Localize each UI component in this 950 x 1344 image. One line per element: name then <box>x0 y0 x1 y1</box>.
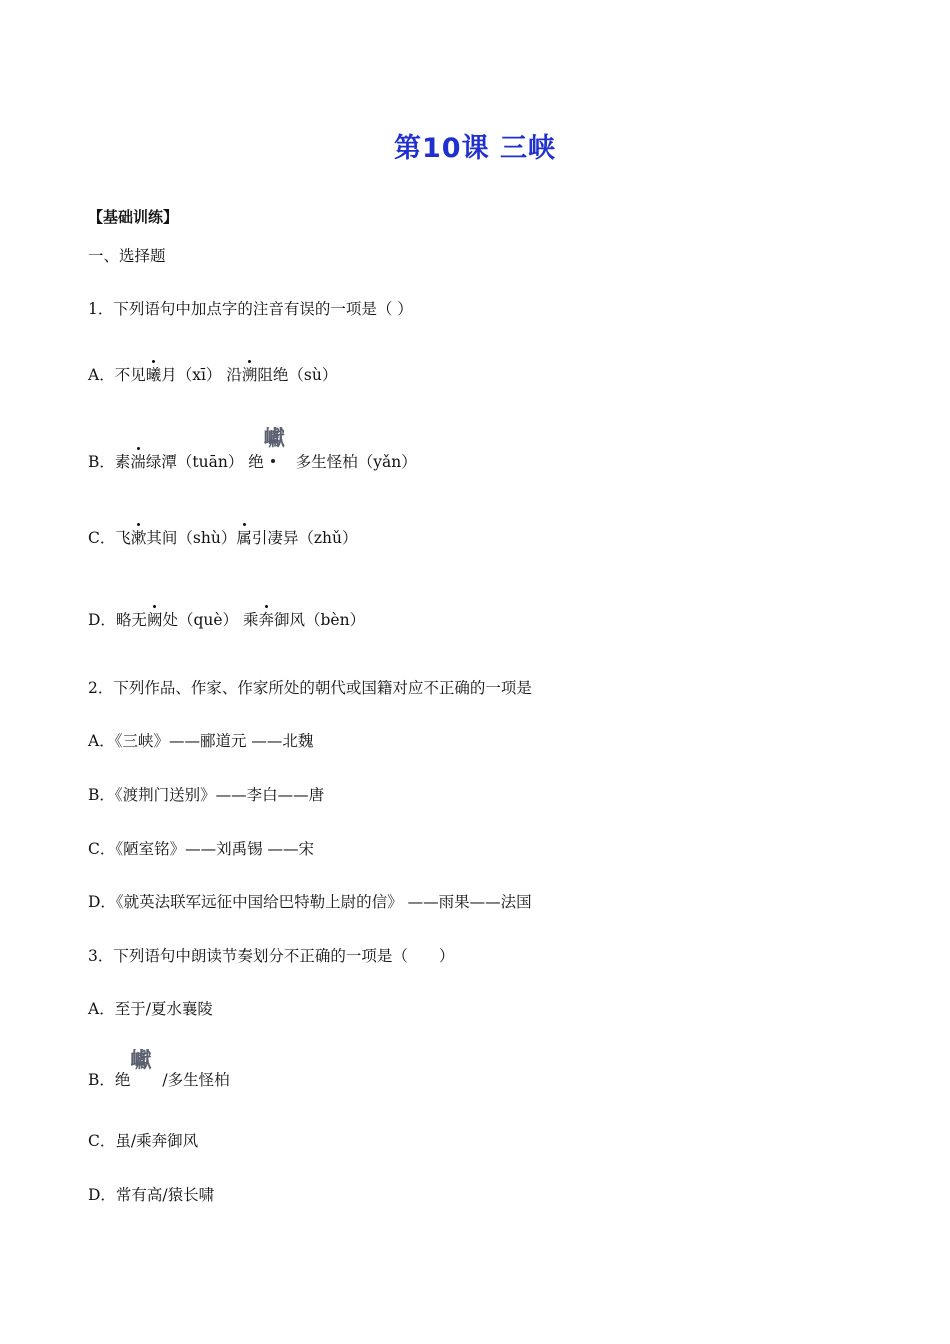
option-text: 绿潭（tuān） 绝 <box>145 453 264 471</box>
question-1-option-b <box>88 426 417 472</box>
question-3-option-a: A．至于/夏水襄陵 <box>88 1000 213 1018</box>
option-text: 月（xī） 沿 <box>161 366 242 384</box>
question-2-option-c: C．《陋室铭》——刘禹锡 ——宋 <box>88 840 315 858</box>
option-text: /多生怪柏 <box>162 1071 230 1089</box>
option-text: 不见 <box>114 366 146 384</box>
question-2-stem: 2．下列作品、作家、作家所处的朝代或国籍对应不正确的一项是 <box>88 679 532 697</box>
option-text: 素 <box>114 453 131 471</box>
option-text: 处（què） 乘 <box>162 611 259 629</box>
question-1-option-a <box>88 365 337 385</box>
option-text: 多生怪柏（yǎn） <box>295 453 417 471</box>
option-text: B．绝 <box>88 1071 131 1089</box>
question-3-option-c: C．虽/乘奔御风 <box>88 1132 199 1150</box>
option-label: A． <box>88 366 115 384</box>
character-image: 巘 <box>264 427 282 449</box>
character-image: 巘 <box>130 1048 149 1072</box>
option-text: 御风（bèn） <box>274 611 366 629</box>
dotted-char: 曦 <box>145 366 162 384</box>
option-text: 其间（shù） <box>146 529 237 547</box>
option-label: C． <box>88 529 116 547</box>
dotted-char: 溯 <box>241 366 258 384</box>
question-3-option-d: D．常有高/猿长啸 <box>88 1186 215 1204</box>
question-3-option-b <box>88 1048 230 1090</box>
dotted-char: 属 <box>236 529 252 547</box>
question-2-option-a: A．《三峡》——郦道元 ——北魏 <box>88 732 314 750</box>
option-label: B． <box>88 453 115 471</box>
question-1-option-c <box>88 528 357 548</box>
question-2-option-d: D．《就英法联军远征中国给巴特勒上尉的信》 ——雨果——法国 <box>88 893 532 911</box>
question-3-stem: 3．下列语句中朗读节奏划分不正确的一项是（ ） <box>88 947 455 965</box>
section-heading: 【基础训练】 <box>88 208 179 226</box>
question-1-stem: 1．下列语句中加点字的注音有误的一项是（ ） <box>88 300 413 318</box>
dotted-char: 阙 <box>146 611 163 629</box>
question-1-option-d <box>88 610 365 630</box>
option-text: 略无 <box>115 611 147 629</box>
part-heading: 一、选择题 <box>88 247 166 265</box>
question-2-option-b: B．《渡荆门送别》——李白——唐 <box>88 786 325 804</box>
dotted-char: 漱 <box>130 529 147 547</box>
option-label: D． <box>88 611 116 629</box>
dotted-char: 奔 <box>258 611 274 629</box>
option-text: 飞 <box>115 529 131 547</box>
option-text: 引凄异（zhǔ） <box>251 529 358 547</box>
dotted-char: 湍 <box>130 453 146 471</box>
option-text: 阻绝（sù） <box>257 366 338 384</box>
page-title: 第10课 三峡 <box>394 133 556 164</box>
